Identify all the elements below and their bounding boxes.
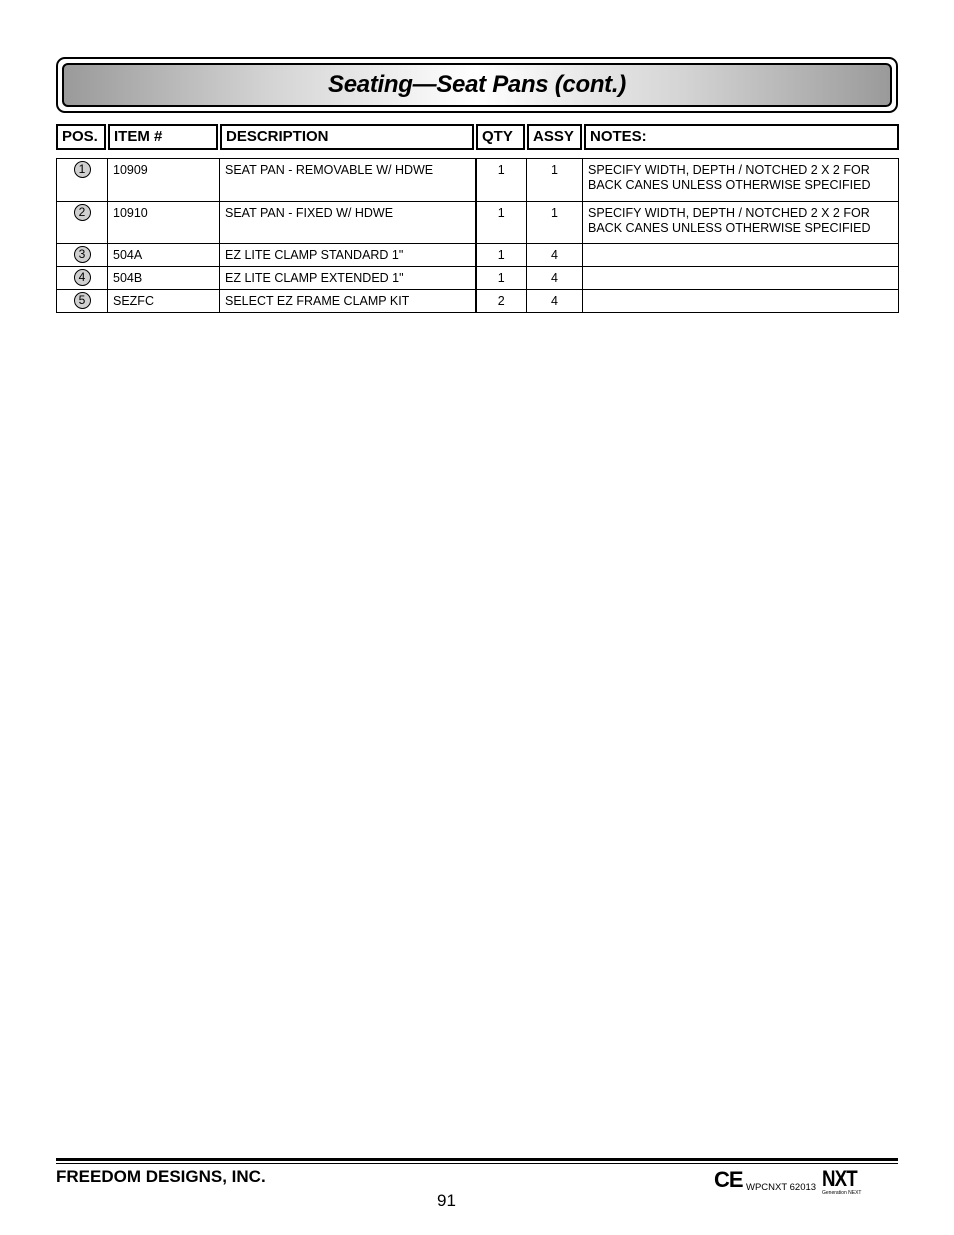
description-cell: SEAT PAN - FIXED W/ HDWE [220, 202, 476, 244]
pos-cell [57, 267, 108, 290]
item-cell: 504A [108, 244, 220, 267]
pos-bubble: 5 [74, 292, 91, 309]
header-notes: NOTES: [584, 124, 899, 150]
company-name: FREEDOM DESIGNS, INC. [56, 1167, 266, 1186]
footer-divider-thin [56, 1163, 898, 1164]
parts-table [56, 158, 899, 313]
notes-line: SPECIFY WIDTH, DEPTH / NOTCHED 2 X 2 FOR [588, 163, 870, 177]
pos-bubble: 4 [74, 269, 91, 286]
item-cell: 504B [108, 267, 220, 290]
notes-cell [583, 267, 899, 290]
table-row [57, 159, 899, 202]
table-header [56, 124, 899, 150]
assy-cell: 4 [527, 244, 583, 267]
pos-bubble: 2 [74, 204, 91, 221]
notes-cell [583, 290, 899, 313]
document-code: WPCNXT 62013 [746, 1182, 817, 1193]
pos-cell [57, 244, 108, 267]
ce-mark-icon: CE [714, 1167, 743, 1192]
pos-cell [57, 202, 108, 244]
pos-cell [57, 159, 108, 202]
item-cell: 10910 [108, 202, 220, 244]
pos-bubble: 3 [74, 246, 91, 263]
notes-line: BACK CANES UNLESS OTHERWISE SPECIFIED [588, 178, 871, 192]
notes-cell [583, 244, 899, 267]
nxt-logo-text: NXT [822, 1166, 857, 1191]
header-assy: ASSY [527, 124, 582, 150]
qty-cell: 1 [476, 267, 527, 290]
assy-cell: 1 [527, 202, 583, 244]
pos-bubble: 1 [74, 161, 91, 178]
notes-line: SPECIFY WIDTH, DEPTH / NOTCHED 2 X 2 FOR [588, 206, 870, 220]
qty-cell: 1 [476, 159, 527, 202]
notes-cell [583, 159, 899, 202]
assy-cell: 1 [527, 159, 583, 202]
qty-cell: 2 [476, 290, 527, 313]
header-pos: POS. [56, 124, 106, 150]
table-row [57, 267, 899, 290]
footer-divider-thick [56, 1158, 898, 1161]
header-item: ITEM # [108, 124, 218, 150]
nxt-logo-subtext: Generation NEXT [822, 1190, 862, 1196]
table-row [57, 290, 899, 313]
qty-cell: 1 [476, 202, 527, 244]
notes-cell [583, 202, 899, 244]
description-cell: EZ LITE CLAMP EXTENDED 1" [220, 267, 476, 290]
header-description: DESCRIPTION [220, 124, 474, 150]
item-cell: 10909 [108, 159, 220, 202]
nxt-logo [822, 1168, 870, 1202]
qty-cell: 1 [476, 244, 527, 267]
assy-cell: 4 [527, 267, 583, 290]
description-cell: SELECT EZ FRAME CLAMP KIT [220, 290, 476, 313]
header-qty: QTY [476, 124, 525, 150]
page-number: 91 [437, 1191, 456, 1210]
title-banner-inner [62, 63, 892, 107]
table-row [57, 244, 899, 267]
pos-cell [57, 290, 108, 313]
description-cell: SEAT PAN - REMOVABLE W/ HDWE [220, 159, 476, 202]
assy-cell: 4 [527, 290, 583, 313]
notes-line: BACK CANES UNLESS OTHERWISE SPECIFIED [588, 221, 871, 235]
page-title: Seating—Seat Pans (cont.) [328, 71, 626, 98]
item-cell: SEZFC [108, 290, 220, 313]
table-row [57, 202, 899, 244]
title-banner [56, 57, 898, 113]
description-cell: EZ LITE CLAMP STANDARD 1" [220, 244, 476, 267]
